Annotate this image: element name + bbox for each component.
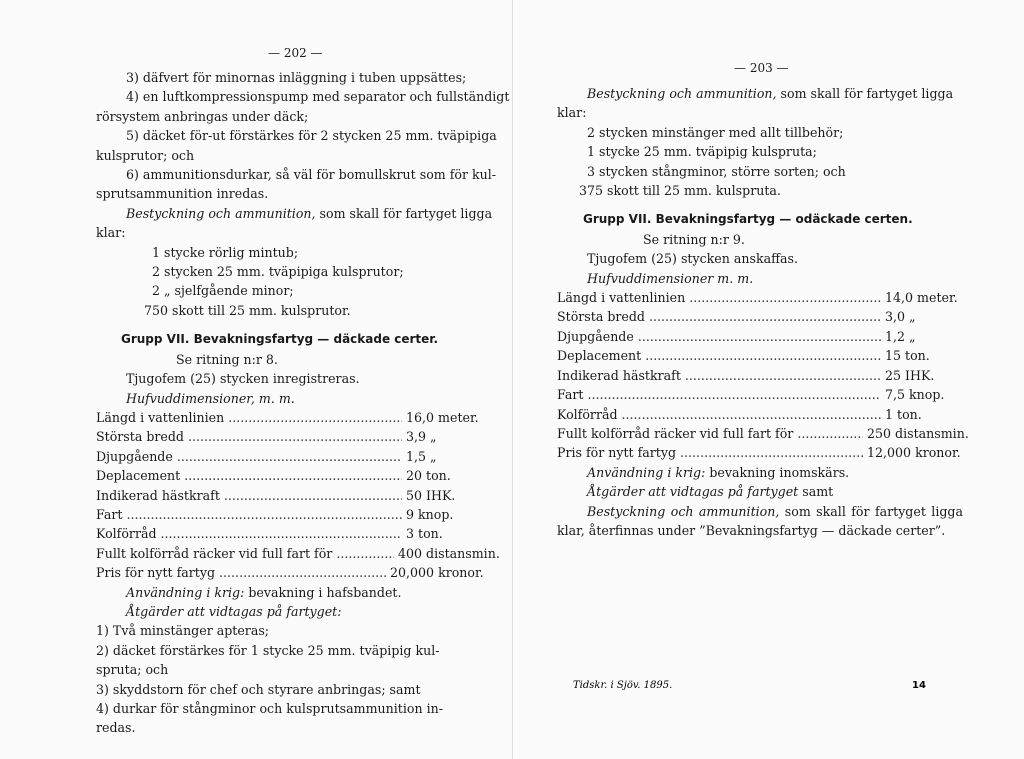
spec-row xyxy=(96,427,486,446)
leader-dots xyxy=(126,505,402,524)
measure-line: 3) skyddstorn för chef och styrare anbringas; samt xyxy=(96,681,421,697)
spec-label: Största bredd xyxy=(557,309,645,325)
usage-rest: bevakning inomskärs. xyxy=(705,464,850,480)
spec-label: Fart xyxy=(557,387,584,403)
right-page xyxy=(512,0,1024,759)
sheet-number: 14 xyxy=(912,680,926,691)
spec-label: Indikerad hästkraft xyxy=(557,367,681,383)
leader-dots xyxy=(797,424,863,443)
coal-range-row xyxy=(557,424,969,443)
spec-value: 1,5 „ xyxy=(406,448,437,464)
spec-value: 12,000 kronor. xyxy=(867,445,961,461)
armament-item: 1 stycke rörlig mintub; xyxy=(152,244,299,260)
spec-value: 1 ton. xyxy=(885,406,922,422)
spec-value: 20 ton. xyxy=(406,468,451,484)
armament-heading xyxy=(96,204,493,223)
spec-label: Längd i vattenlinien xyxy=(96,409,225,425)
group-heading: Grupp VII. Bevakningsfartyg — odäckade certen. xyxy=(583,212,913,227)
spec-row xyxy=(96,447,486,466)
spec-value: 3 ton. xyxy=(406,526,443,542)
spec-value: 1,2 „ xyxy=(885,328,916,344)
armament-item: 2 stycken 25 mm. tväpipiga kulsprutor; xyxy=(152,264,404,280)
leader-dots xyxy=(224,486,402,505)
spec-value: 400 distansmin. xyxy=(398,545,500,561)
leader-dots xyxy=(680,443,863,462)
closing-rest: som skall för fartyget ligga klar, återfinnas under ”Bevakningsfartyg — däckade certer”. xyxy=(557,503,963,538)
spec-row xyxy=(96,524,486,543)
text-line: 3) däfvert för minornas inläggning i tuben uppsättes; xyxy=(126,70,467,85)
text-line: rörsystem anbringas under däck; xyxy=(96,108,309,124)
leader-dots xyxy=(228,408,402,427)
armament-heading xyxy=(557,84,963,103)
spec-value: 250 distansmin. xyxy=(867,425,969,441)
measure-line: 4) durkar för stångminor och kulsprutsammunition in- xyxy=(96,701,443,716)
spec-value: 20,000 kronor. xyxy=(390,565,484,581)
dimensions-title: Hufvuddimensioner m. m. xyxy=(587,270,754,286)
measure-line: redas. xyxy=(96,720,136,736)
measures-title: Åtgärder att vidtagas på fartyget: xyxy=(126,603,342,619)
armament-heading-rest: som skall för fartyget ligga xyxy=(776,86,954,101)
spec-label: Kolförråd xyxy=(96,526,157,542)
dimensions-title: Hufvuddimensioner, m. m. xyxy=(126,390,295,406)
price-row xyxy=(96,563,486,582)
page-number: — 202 — xyxy=(268,46,323,60)
spec-row xyxy=(96,408,486,427)
spec-label: Fullt kolförråd räcker vid full fart för xyxy=(557,425,794,441)
text-line: 5) däcket för-ut förstärkes för 2 stycken 25 mm. tväpipiga xyxy=(126,128,497,144)
drawing-reference: Se ritning n:r 9. xyxy=(643,231,745,247)
closing-paragraph xyxy=(557,502,963,541)
armament-heading-italic: Bestyckning och ammunition, xyxy=(587,86,777,101)
spec-label: Pris för nytt fartyg xyxy=(557,445,677,461)
text-line: kulsprutor; och xyxy=(96,147,195,163)
armament-klar: klar: xyxy=(96,225,126,241)
spec-row xyxy=(96,466,486,485)
spec-label: Djupgående xyxy=(96,448,173,464)
spec-value: 14,0 meter. xyxy=(885,290,958,306)
spec-label: Största bredd xyxy=(96,429,184,445)
spec-value: 3,9 „ xyxy=(406,429,437,445)
measure-line: 1) Två minstänger apteras; xyxy=(96,623,270,639)
measures-rest: samt xyxy=(798,484,834,500)
spec-value: 25 IHK. xyxy=(885,367,935,383)
spec-label: Fart xyxy=(96,506,123,522)
armament-item: 750 skott till 25 mm. kulsprutor. xyxy=(144,302,351,318)
measure-line: 2) däcket förstärkes för 1 stycke 25 mm. tväpipig kul- xyxy=(96,642,440,658)
leader-dots xyxy=(645,346,881,365)
drawing-reference: Se ritning n:r 8. xyxy=(176,351,278,367)
spec-row xyxy=(557,346,963,365)
armament-item: 1 stycke 25 mm. tväpipig kulspruta; xyxy=(587,144,817,160)
right-column xyxy=(557,84,969,540)
page-number: — 203 — xyxy=(734,61,789,75)
armament-heading-rest: som skall för fartyget ligga xyxy=(315,205,493,221)
usage-italic: Användning i krig: xyxy=(587,464,706,480)
spec-row xyxy=(96,486,486,505)
spec-label: Längd i vattenlinien xyxy=(557,290,686,306)
leader-dots xyxy=(177,447,402,466)
spec-label: Fullt kolförråd räcker vid full fart för xyxy=(96,545,333,561)
armament-heading-italic: Bestyckning och ammunition, xyxy=(126,205,316,221)
spec-row xyxy=(557,385,963,404)
leader-dots xyxy=(188,427,402,446)
spec-row xyxy=(557,327,963,346)
count-line: Tjugofem (25) stycken anskaffas. xyxy=(587,251,799,267)
count-line: Tjugofem (25) stycken inregistreras. xyxy=(126,371,360,387)
spec-row xyxy=(557,288,963,307)
text-line: 6) ammunitionsdurkar, så väl för bomullskrut som för kul- xyxy=(126,167,497,183)
spec-row xyxy=(557,405,963,424)
spec-row xyxy=(557,366,963,385)
measure-line: spruta; och xyxy=(96,662,169,678)
spec-label: Pris för nytt fartyg xyxy=(96,565,216,581)
journal-footer: Tidskr. i Sjöv. 1895. xyxy=(573,680,673,691)
spec-label: Djupgående xyxy=(557,328,634,344)
usage-rest: bevakning i hafsbandet. xyxy=(244,584,402,600)
leader-dots xyxy=(622,405,881,424)
spec-value: 9 knop. xyxy=(406,506,454,522)
coal-range-row xyxy=(96,544,500,563)
usage-line xyxy=(557,463,963,482)
leader-dots xyxy=(219,563,386,582)
spec-row xyxy=(96,505,486,524)
spec-value: 15 ton. xyxy=(885,348,930,364)
closing-italic: Bestyckning och ammunition, xyxy=(587,503,780,519)
armament-item: 375 skott till 25 mm. kulspruta. xyxy=(579,183,781,199)
leader-dots xyxy=(638,327,881,346)
leader-dots xyxy=(161,524,402,543)
spec-label: Deplacement xyxy=(557,348,642,364)
spec-label: Deplacement xyxy=(96,468,181,484)
armament-item: 2 „ sjelfgående minor; xyxy=(152,283,294,299)
measures-italic: Åtgärder att vidtagas på fartyget xyxy=(587,484,799,500)
price-row xyxy=(557,443,963,462)
spec-value: 50 IHK. xyxy=(406,487,456,503)
usage-line xyxy=(96,583,486,602)
usage-italic: Användning i krig: xyxy=(126,584,245,600)
leader-dots xyxy=(685,366,881,385)
spec-value: 16,0 meter. xyxy=(406,409,479,425)
group-heading: Grupp VII. Bevakningsfartyg — däckade certer. xyxy=(121,332,439,347)
leader-dots xyxy=(336,544,394,563)
text-line: 4) en luftkompressionspump med separator och fullständigt xyxy=(126,89,510,105)
spec-row xyxy=(557,307,963,326)
armament-item: 3 stycken stångminor, större sorten; och xyxy=(587,163,846,179)
leader-dots xyxy=(689,288,881,307)
armament-item: 2 stycken minstänger med allt tillbehör; xyxy=(587,124,844,140)
text-line: sprutsammunition inredas. xyxy=(96,186,269,202)
armament-klar: klar: xyxy=(557,105,587,121)
spec-value: 7,5 knop. xyxy=(885,387,945,403)
measures-line xyxy=(557,482,963,501)
spec-value: 3,0 „ xyxy=(885,309,916,325)
leader-dots xyxy=(587,385,881,404)
leader-dots xyxy=(184,466,402,485)
spec-label: Indikerad hästkraft xyxy=(96,487,220,503)
leader-dots xyxy=(649,307,881,326)
spec-label: Kolförråd xyxy=(557,406,618,422)
left-column xyxy=(96,68,510,738)
